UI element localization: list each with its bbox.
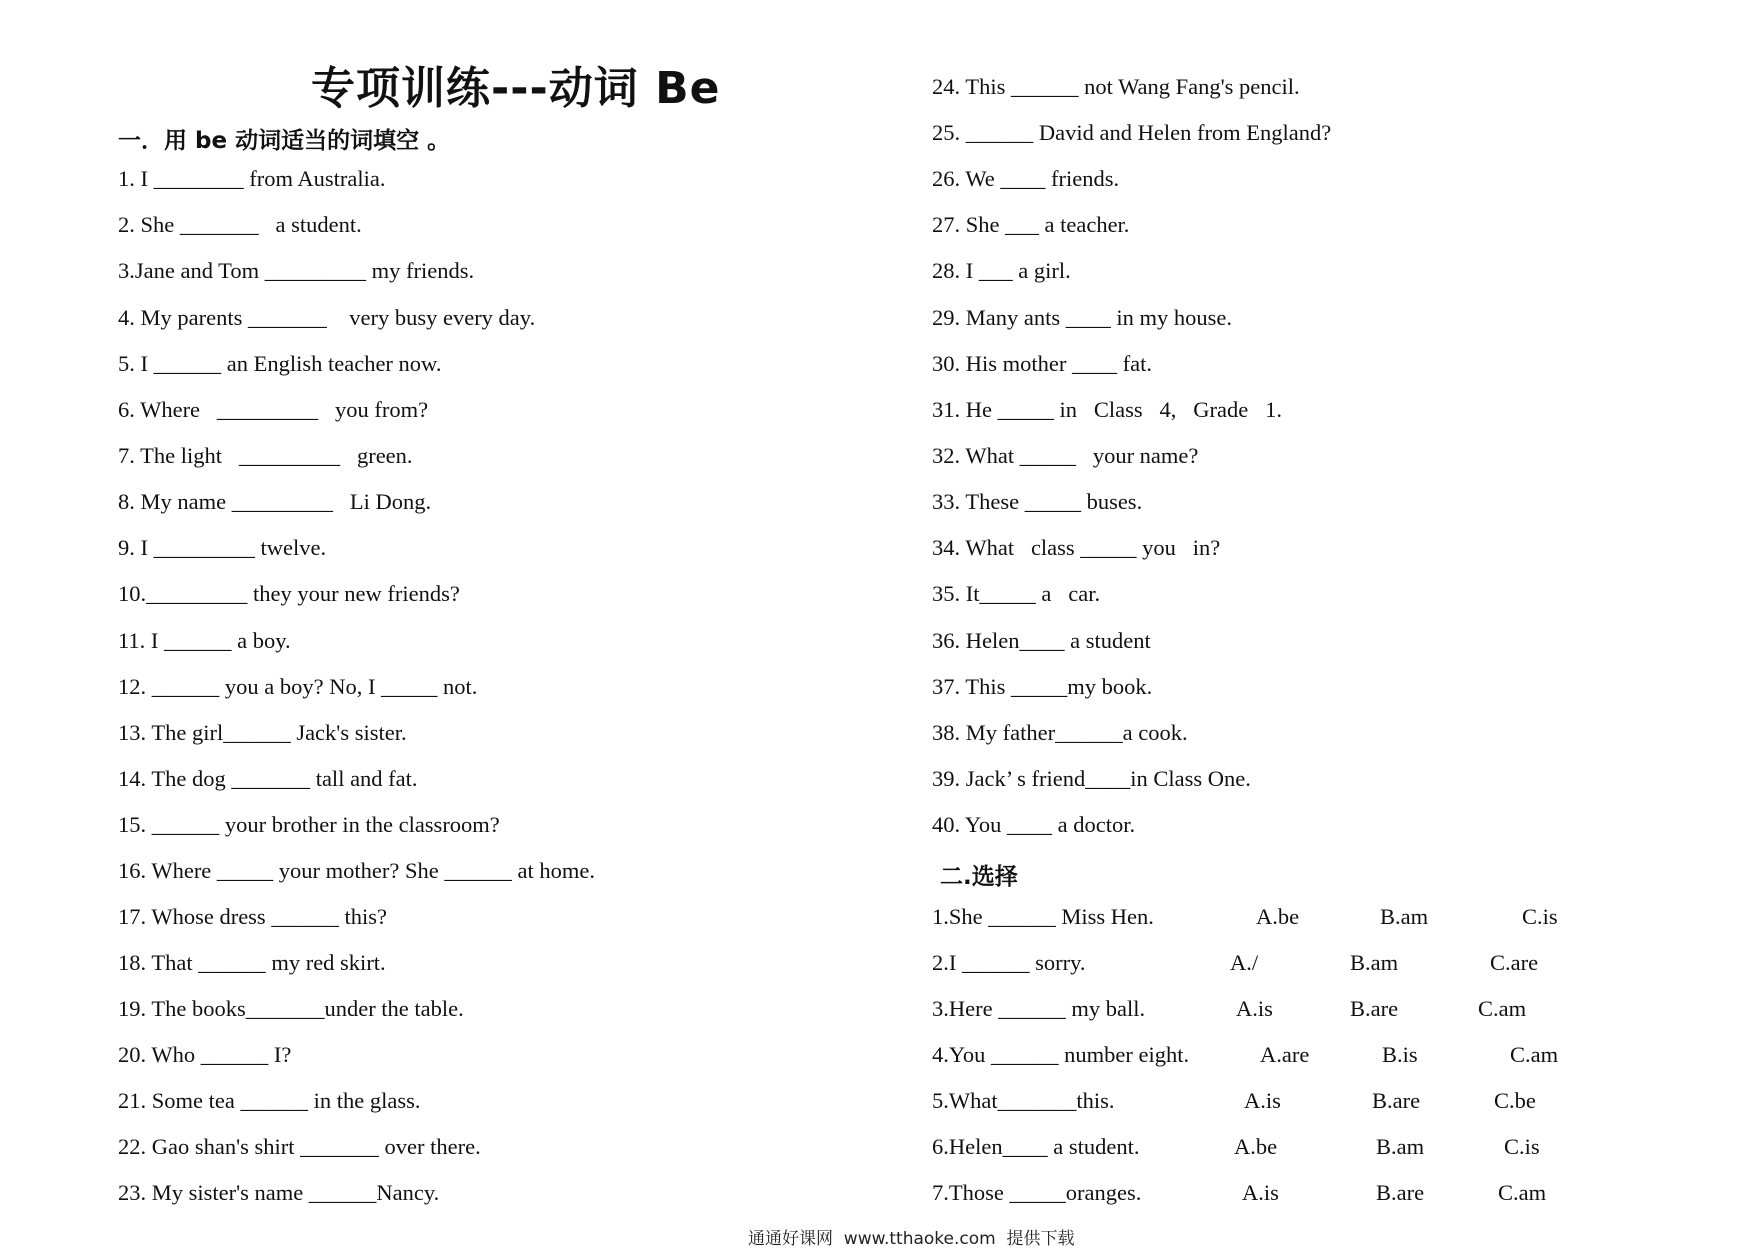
question-item: 10._________ they your new friends? — [118, 581, 460, 606]
choice-option-b: B.am — [1380, 904, 1429, 929]
question-item: 38. My father______a cook. — [932, 720, 1188, 745]
section2-heading: 二.选择 — [940, 864, 1018, 890]
question-item: 19. The books_______under the table. — [118, 996, 464, 1021]
question-item: 16. Where _____ your mother? She ______ at home. — [118, 858, 595, 883]
question-item: 8. My name _________ Li Dong. — [118, 489, 432, 514]
question-item: 34. What class _____ you in? — [932, 535, 1221, 560]
choice-option-a: A.be — [1234, 1134, 1278, 1159]
question-item: 32. What _____ your name? — [932, 443, 1199, 468]
question-item: 3.Jane and Tom _________ my friends. — [118, 258, 475, 283]
question-item: 12. ______ you a boy? No, I _____ not. — [118, 674, 478, 699]
question-item: 9. I _________ twelve. — [118, 535, 327, 560]
question-item: 7. The light _________ green. — [118, 443, 413, 468]
choice-option-a: A.is — [1244, 1088, 1281, 1113]
choice-option-b: B.am — [1376, 1134, 1425, 1159]
question-item: 1. I ________ from Australia. — [118, 166, 386, 191]
choice-question: 2.I ______ sorry. — [932, 950, 1086, 975]
choice-option-a: A.is — [1242, 1180, 1279, 1205]
choice-option-a: A./ — [1230, 950, 1259, 975]
page-title: 专项训练---动词 Be — [311, 63, 721, 114]
footer-source: 通通好课网 www.tthaoke.com 提供下载 — [748, 1229, 1075, 1249]
choice-option-b: B.am — [1350, 950, 1399, 975]
question-item: 20. Who ______ I? — [118, 1042, 292, 1067]
question-item: 39. Jack’ s friend____in Class One. — [932, 766, 1251, 791]
question-item: 40. You ____ a doctor. — [932, 812, 1136, 837]
question-item: 35. It_____ a car. — [932, 581, 1101, 606]
question-item: 17. Whose dress ______ this? — [118, 904, 387, 929]
choice-question: 3.Here ______ my ball. — [932, 996, 1146, 1021]
question-item: 4. My parents _______ very busy every day. — [118, 305, 536, 330]
choice-option-c: C.am — [1478, 996, 1527, 1021]
choice-option-c: C.is — [1522, 904, 1558, 929]
question-item: 23. My sister's name ______Nancy. — [118, 1180, 440, 1205]
choice-option-c: C.are — [1490, 950, 1539, 975]
question-item: 15. ______ your brother in the classroom? — [118, 812, 500, 837]
question-item: 27. She ___ a teacher. — [932, 212, 1130, 237]
choice-question: 6.Helen____ a student. — [932, 1134, 1140, 1159]
choice-question: 1.She ______ Miss Hen. — [932, 904, 1154, 929]
question-item: 13. The girl______ Jack's sister. — [118, 720, 407, 745]
question-item: 5. I ______ an English teacher now. — [118, 351, 442, 376]
question-item: 36. Helen____ a student — [932, 628, 1151, 653]
choice-option-a: A.be — [1256, 904, 1300, 929]
choice-question: 4.You ______ number eight. — [932, 1042, 1190, 1067]
question-item: 31. He _____ in Class 4, Grade 1. — [932, 397, 1282, 422]
question-item: 24. This ______ not Wang Fang's pencil. — [932, 74, 1300, 99]
question-item: 37. This _____my book. — [932, 674, 1153, 699]
question-item: 6. Where _________ you from? — [118, 397, 429, 422]
choice-option-c: C.is — [1504, 1134, 1540, 1159]
choice-option-b: B.are — [1376, 1180, 1425, 1205]
question-item: 22. Gao shan's shirt _______ over there. — [118, 1134, 481, 1159]
section1-heading: 一．用 be 动词适当的词填空 。 — [118, 128, 451, 154]
choice-option-c: C.am — [1498, 1180, 1547, 1205]
question-item: 29. Many ants ____ in my house. — [932, 305, 1232, 330]
question-item: 25. ______ David and Helen from England? — [932, 120, 1332, 145]
question-item: 21. Some tea ______ in the glass. — [118, 1088, 421, 1113]
question-item: 26. We ____ friends. — [932, 166, 1120, 191]
choice-option-c: C.am — [1510, 1042, 1559, 1067]
choice-question: 5.What_______this. — [932, 1088, 1115, 1113]
question-item: 28. I ___ a girl. — [932, 258, 1071, 283]
question-item: 30. His mother ____ fat. — [932, 351, 1152, 376]
question-item: 2. She _______ a student. — [118, 212, 362, 237]
question-item: 11. I ______ a boy. — [118, 628, 291, 653]
choice-option-b: B.are — [1350, 996, 1399, 1021]
choice-option-c: C.be — [1494, 1088, 1536, 1113]
question-item: 18. That ______ my red skirt. — [118, 950, 386, 975]
choice-option-a: A.is — [1236, 996, 1273, 1021]
question-item: 33. These _____ buses. — [932, 489, 1143, 514]
choice-option-b: B.is — [1382, 1042, 1418, 1067]
choice-question: 7.Those _____oranges. — [932, 1180, 1142, 1205]
question-item: 14. The dog _______ tall and fat. — [118, 766, 418, 791]
choice-option-a: A.are — [1260, 1042, 1310, 1067]
choice-option-b: B.are — [1372, 1088, 1421, 1113]
